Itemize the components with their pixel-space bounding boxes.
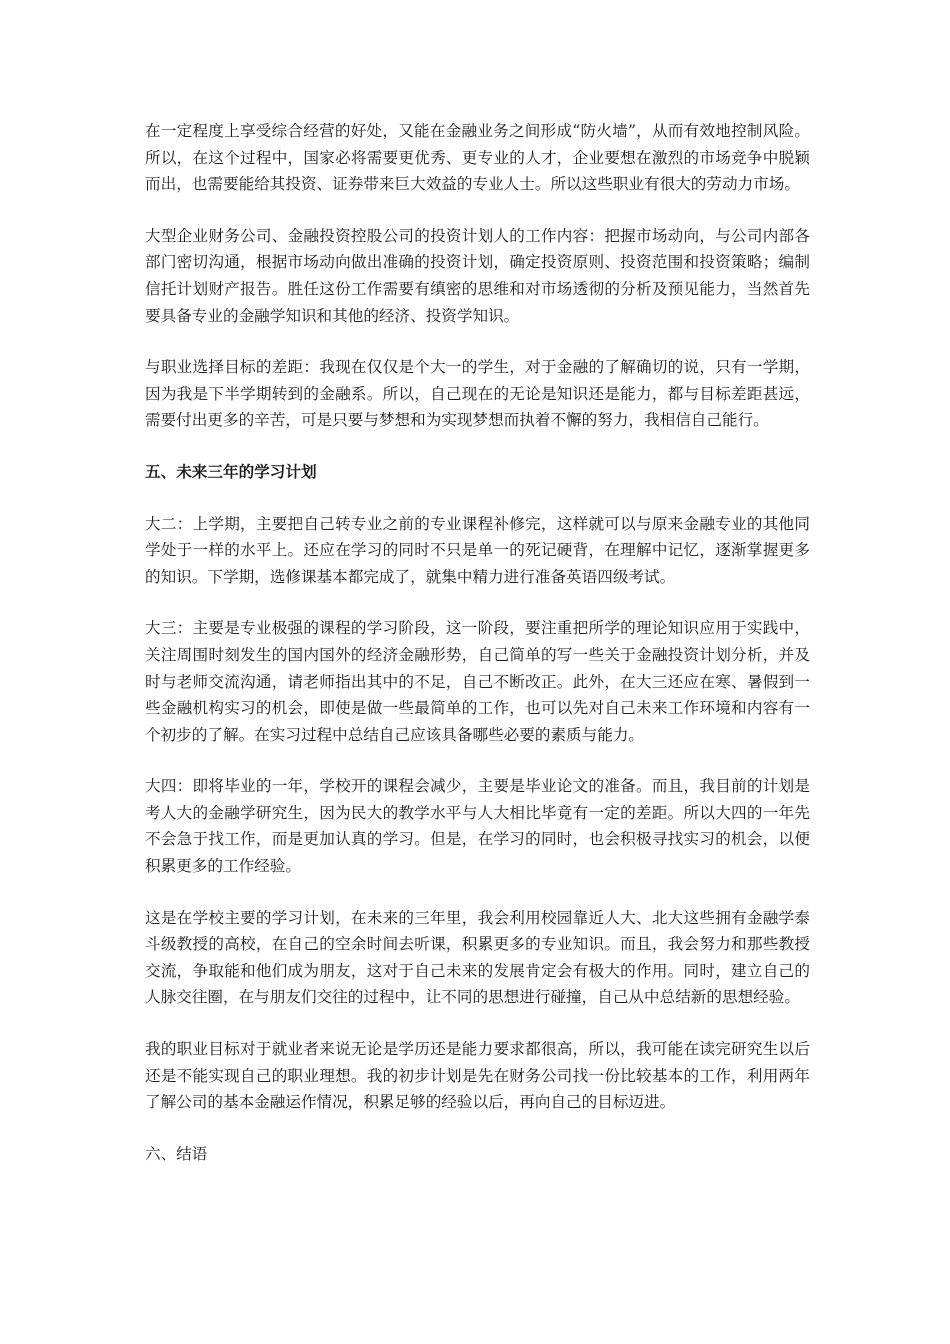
paragraph-junior: 大三：主要是专业极强的课程的学习阶段，这一阶段，要注重把所学的理论知识应用于实践中，关注周围时刻发生的国内国外的经济金融形势，自己简单的写一些关于金融投资计划分析，并及时与老师交流沟通，请老师指出其中的不足，自己不断改正。此外，在大三还应在寒、暑假到一些金融机构实习的机会，即使是做一些最简单的工作，也可以先对自己未来工作环境和内容有一个初步的了解。在实习过程中总结自己应该具备哪些必要的素质与能力。 [145, 619, 810, 744]
paragraph-goal-gap: 与职业选择目标的差距：我现在仅仅是个大一的学生，对于金融的了解确切的说，只有一学期，因为我是下半学期转到的金融系。所以，自己现在的无论是知识还是能力，都与目标差距甚远，需要付出更多的辛苦，可是只要与梦想和为实现梦想而执着不懈的努力，我相信自己能行。 [145, 358, 810, 430]
paragraph-school-plan: 这是在学校主要的学习计划，在未来的三年里，我会利用校园靠近人大、北大这些拥有金融学泰斗级教授的高校，在自己的空余时间去听课，积累更多的专业知识。而且，我会努力和那些教授交流，争取能和他们成为朋友，这对于自己未来的发展肯定会有极大的作用。同时，建立自己的人脉交往圈，在与朋友们交往的过程中，让不同的思想进行碰撞，自己从中总结新的思想经验。 [145, 908, 810, 1007]
document-page [145, 118, 810, 1167]
paragraph-career-goal: 我的职业目标对于就业者来说无论是学历还是能力要求都很高，所以，我可能在读完研究生以后还是不能实现自己的职业理想。我的初步计划是先在财务公司找一份比较基本的工作，利用两年了解公司的基本金融运作情况，积累足够的经验以后，再向自己的目标迈进。 [145, 1040, 810, 1112]
section-heading-conclusion: 六、结语 [145, 1144, 208, 1163]
paragraph-sophomore: 大二：上学期，主要把自己转专业之前的专业课程补修完，这样就可以与原来金融专业的其他同学处于一样的水平上。还应在学习的同时不只是单一的死记硬背，在理解中记忆，逐渐掌握更多的知识。下学期，选修课基本都完成了，就集中精力进行准备英语四级考试。 [145, 514, 810, 586]
section-heading-study-plan: 五、未来三年的学习计划 [145, 461, 317, 481]
paragraph-senior: 大四：即将毕业的一年，学校开的课程会减少，主要是毕业论文的准备。而且，我目前的计划是考人大的金融学研究生，因为民大的教学水平与人大相比毕竟有一定的差距。所以大四的一年先不会急于找工作，而是更加认真的学习。但是，在学习的同时，也会积极寻找实习的机会，以便积累更多的工作经验。 [145, 777, 810, 876]
paragraph-job-content: 大型企业财务公司、金融投资控股公司的投资计划人的工作内容：把握市场动向，与公司内部各部门密切沟通，根据市场动向做出准确的投资计划，确定投资原则、投资范围和投资策略；编制信托计划财产报告。胜任这份工作需要有缜密的思维和对市场透彻的分析及预见能力，当然首先要具备专业的金融学知识和其他的经济、投资学知识。 [145, 226, 810, 325]
paragraph-labor-market: 在一定程度上享受综合经营的好处，又能在金融业务之间形成“防火墙”，从而有效地控制风险。所以，在这个过程中，国家必将需要更优秀、更专业的人才，企业要想在激烈的市场竞争中脱颖而出，也需要能给其投资、证券带来巨大效益的专业人士。所以这些职业有很大的劳动力市场。 [145, 122, 810, 194]
